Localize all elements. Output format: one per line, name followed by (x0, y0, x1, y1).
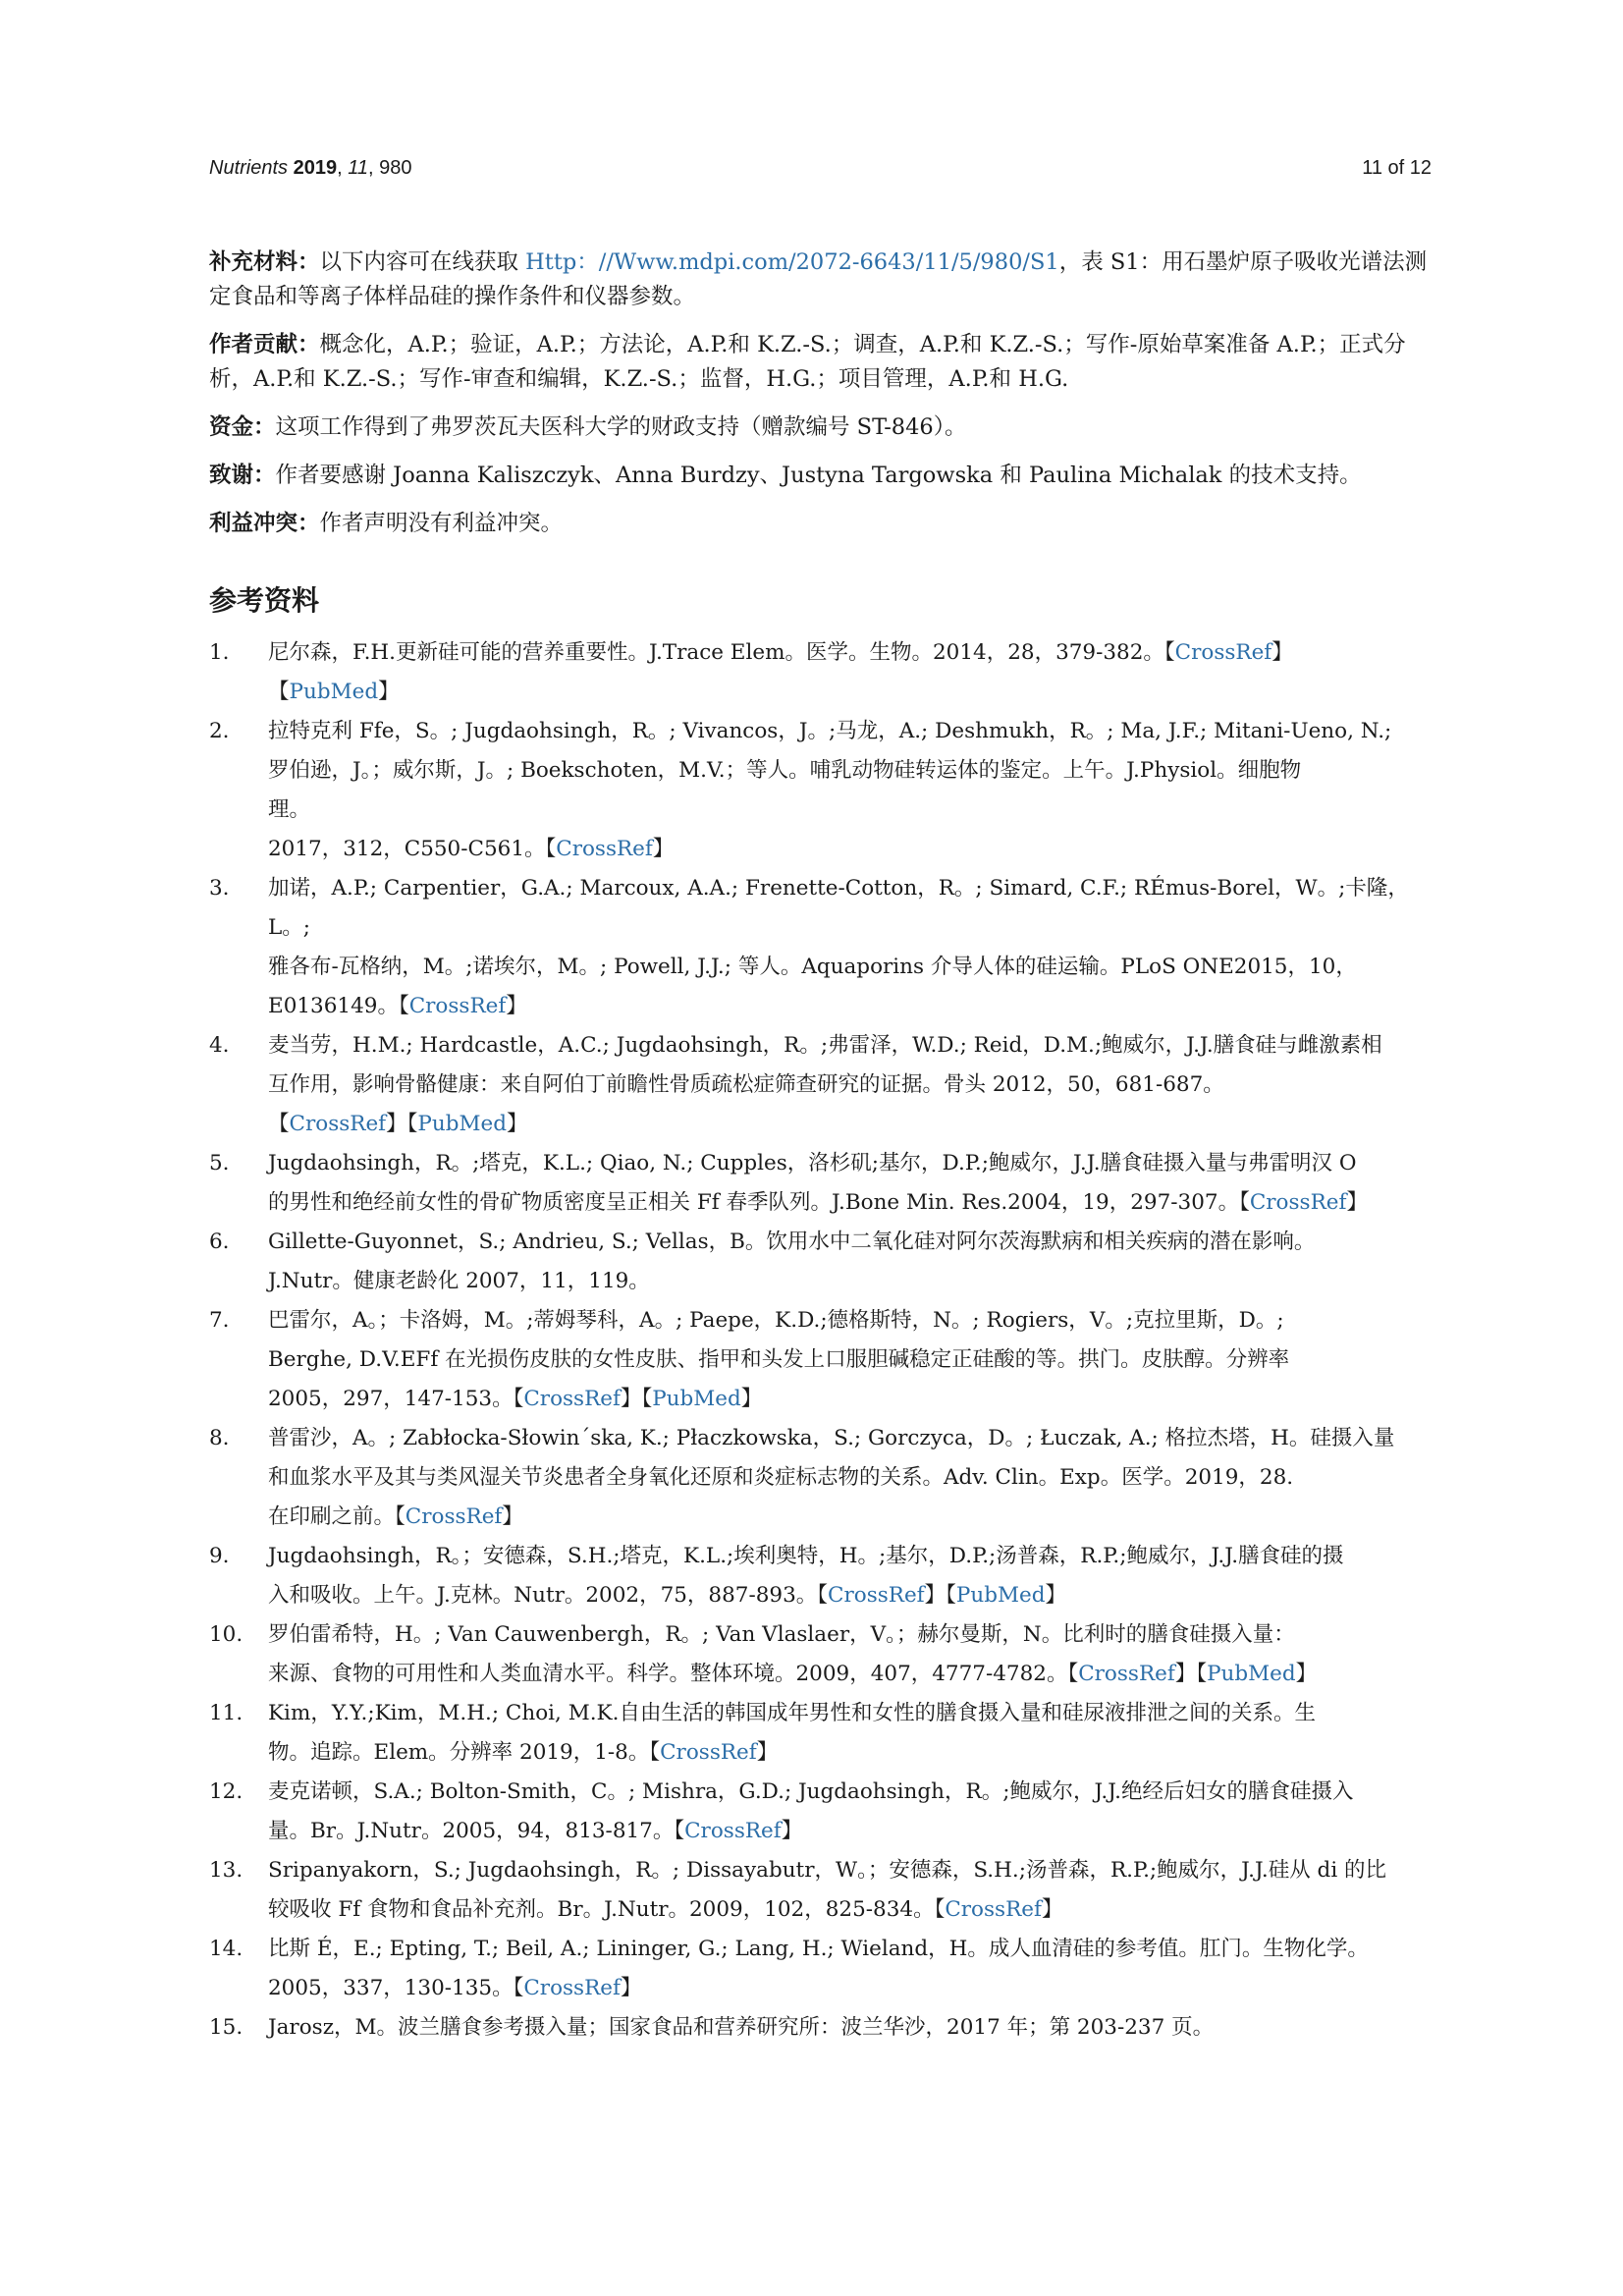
acknowledgments (209, 459, 1432, 493)
crossref-link[interactable]: CrossRef (523, 1387, 621, 1411)
reference-text-line: 2005，337，130-135。【CrossRef】 (268, 1976, 642, 2000)
reference-item (209, 1026, 1432, 1144)
reference-text-line: Sripanyakorn，S.; Jugdaohsingh，R。; Dissayabutr，W。；安德森，S.H.;汤普森，R.P.;鲍威尔，J.J.硅从 di 的比 (268, 1858, 1387, 1883)
funding-text: 这项工作得到了弗罗茨瓦夫医科大学的财政支持（赠款编号 ST-846）。 (275, 414, 967, 440)
reference-number: 6. (209, 1230, 230, 1254)
reference-number: 12. (209, 1779, 243, 1804)
reference-text-line: 的男性和绝经前女性的骨矿物质密度呈正相关 Ff 春季队列。J.Bone Min. Res.2004，19，297-307。【CrossRef】 (268, 1190, 1368, 1215)
journal-name: Nutrients (209, 157, 289, 179)
pubmed-link[interactable]: PubMed (417, 1112, 507, 1136)
reference-text-line: Jarosz，M。波兰膳食参考摄入量；国家食品和营养研究所：波兰华沙，2017 年；第 203-237 页。 (268, 2015, 1215, 2040)
conflicts-of-interest (209, 507, 1432, 541)
reference-item (209, 1930, 1432, 2008)
reference-text-line: Kim，Y.Y.;Kim，M.H.; Choi, M.K.自由生活的韩国成年男性和女性的膳食摄入量和硅尿液排泄之间的关系。生 (268, 1701, 1316, 1725)
reference-text-line: 麦克诺顿，S.A.; Bolton-Smith，C。; Mishra，G.D.; Jugdaohsingh，R。;鲍威尔，J.J.绝经后妇女的膳食硅摄入 (268, 1779, 1354, 1804)
acknowledgments-label: 致谢： (209, 463, 276, 488)
crossref-link[interactable]: CrossRef (1249, 1190, 1347, 1215)
reference-text-line: 罗伯雷希特，H。; Van Cauwenbergh，R。; Van Vlaslaer，V。；赫尔曼斯，N。比利时的膳食硅摄入量： (268, 1622, 1295, 1647)
reference-number: 3. (209, 876, 230, 901)
reference-item (209, 712, 1432, 869)
journal-volume: 11 (348, 157, 368, 179)
crossref-link[interactable]: CrossRef (684, 1819, 782, 1843)
crossref-link[interactable]: CrossRef (289, 1112, 387, 1136)
reference-item (209, 1301, 1432, 1419)
reference-item (209, 869, 1432, 1026)
reference-text-line: 加诺，A.P.; Carpentier，G.A.; Marcoux, A.A.; Frenette-Cotton，R。; Simard, C.F.; RÉmus-Borel，W。;卡隆，L。; (268, 876, 1409, 940)
reference-item (209, 1851, 1432, 1930)
supplementary-link[interactable]: Http：//Www.mdpi.com/2072-6643/11/5/980/S1 (525, 249, 1059, 275)
reference-item (209, 1419, 1432, 1537)
reference-text-line: 互作用，影响骨骼健康：来自阿伯丁前瞻性骨质疏松症筛查研究的证据。骨头 2012，50，681-687。 (268, 1072, 1224, 1097)
reference-number: 4. (209, 1033, 230, 1058)
pubmed-link[interactable]: PubMed (652, 1387, 741, 1411)
pubmed-link[interactable]: PubMed (955, 1583, 1046, 1608)
funding (209, 410, 1432, 445)
reference-text-line: 【PubMed】 (268, 680, 400, 704)
reference-text-line: 较吸收 Ff 食物和食品补充剂。Br。J.Nutr。2009，102，825-834。【CrossRef】 (268, 1897, 1063, 1922)
reference-list (209, 633, 1432, 2048)
reference-item (209, 2008, 1432, 2048)
reference-item (209, 1223, 1432, 1301)
reference-text-line: 尼尔森，F.H.更新硅可能的营养重要性。J.Trace Elem。医学。生物。2014，28，379-382。【CrossRef】 (268, 640, 1293, 665)
reference-item (209, 1537, 1432, 1615)
reference-text-line: 量。Br。J.Nutr。2005，94，813-817。【CrossRef】 (268, 1819, 803, 1843)
journal-citation: Nutrients 2019, 11, 980 (209, 157, 412, 179)
reference-number: 14. (209, 1937, 243, 1961)
reference-number: 8. (209, 1426, 230, 1450)
reference-item (209, 1694, 1432, 1773)
reference-text-line: 麦当劳，H.M.; Hardcastle，A.C.; Jugdaohsingh，R。;弗雷泽，W.D.; Reid，D.M.;鲍威尔，J.J.膳食硅与雌激素相 (268, 1033, 1382, 1058)
reference-text-line: Berghe, D.V.EFf 在光损伤皮肤的女性皮肤、指甲和头发上口服胆碱稳定正硅酸的等。拱门。皮肤醇。分辨率 (268, 1347, 1290, 1372)
reference-item (209, 1615, 1432, 1694)
pubmed-link[interactable]: PubMed (1207, 1662, 1296, 1686)
crossref-link[interactable]: CrossRef (556, 837, 653, 861)
page-number: 11 of 12 (1362, 157, 1432, 179)
supplementary-label: 补充材料： (209, 249, 320, 275)
reference-text-line: Jugdaohsingh，R。；安德森，S.H.;塔克，K.L.;埃利奥特，H。;基尔，D.P.;汤普森，R.P.;鲍威尔，J.J.膳食硅的摄 (268, 1544, 1344, 1568)
reference-item (209, 633, 1432, 712)
reference-text-line: 理。 (268, 797, 311, 822)
reference-text-line: J.Nutr。健康老龄化 2007，11，119。 (268, 1269, 650, 1293)
crossref-link[interactable]: CrossRef (523, 1976, 621, 2000)
reference-number: 7. (209, 1308, 230, 1333)
crossref-link[interactable]: CrossRef (1078, 1662, 1175, 1686)
reference-number: 1. (209, 640, 230, 665)
crossref-link[interactable]: CrossRef (405, 1504, 503, 1529)
running-head (209, 157, 1432, 185)
reference-text-line: 比斯 É，E.; Epting, T.; Beil, A.; Lininger, G.; Lang, H.; Wieland，H。成人血清硅的参考值。肛门。生物化学。 (268, 1937, 1369, 1961)
author-contributions (209, 328, 1432, 397)
reference-text-line: Gillette-Guyonnet，S.; Andrieu, S.; Vellas，B。饮用水中二氧化硅对阿尔茨海默病和相关疾病的潜在影响。 (268, 1230, 1316, 1254)
reference-number: 15. (209, 2015, 243, 2040)
reference-number: 2. (209, 719, 230, 743)
reference-item (209, 1144, 1432, 1223)
funding-label: 资金： (209, 414, 276, 440)
reference-text-line: Jugdaohsingh，R。;塔克，K.L.; Qiao, N.; Cupples，洛杉矶;基尔，D.P.;鲍威尔，J.J.膳食硅摄入量与弗雷明汉 O (268, 1151, 1357, 1175)
reference-text-line: 物。追踪。Elem。分辨率 2019，1-8。【CrossRef】 (268, 1740, 779, 1765)
reference-text-line: 2017，312，C550-C561。【CrossRef】 (268, 837, 675, 861)
reference-text-line: E0136149。【CrossRef】 (268, 994, 527, 1018)
supplementary-materials (209, 246, 1432, 314)
references-heading: 参考资料 (209, 584, 320, 617)
conflicts-label: 利益冲突： (209, 511, 320, 536)
crossref-link[interactable]: CrossRef (828, 1583, 925, 1608)
reference-item (209, 1773, 1432, 1851)
reference-text-line: 巴雷尔，A。；卡洛姆，M。;蒂姆琴科，A。; Paepe，K.D.;德格斯特，N。; Rogiers，V。;克拉里斯，D。; (268, 1308, 1284, 1333)
reference-text-line: 和血浆水平及其与类风湿关节炎患者全身氧化还原和炎症标志物的关系。Adv. Clin。Exp。医学。2019，28. (268, 1465, 1294, 1490)
supplementary-text-2: ，表 S1：用石墨炉原子吸收光谱法测定食品和等离子体样品硅的操作条件和仪器参数。 (209, 249, 1428, 309)
contributions-label: 作者贡献： (209, 332, 320, 357)
reference-text-line: 拉特克利 Ffe，S。; Jugdaohsingh，R。; Vivancos，J。;马龙，A.; Deshmukh，R。; Ma, J.F.; Mitani-Ueno, N.; (268, 719, 1392, 743)
conflicts-text: 作者声明没有利益冲突。 (319, 511, 564, 536)
reference-text-line: 【CrossRef】【PubMed】 (268, 1112, 528, 1136)
reference-number: 11. (209, 1701, 243, 1725)
reference-number: 5. (209, 1151, 230, 1175)
pubmed-link[interactable]: PubMed (289, 680, 379, 704)
journal-year: 2019 (293, 157, 338, 179)
reference-text-line: 在印刷之前。【CrossRef】 (268, 1504, 523, 1529)
reference-text-line: 罗伯逊，J。；威尔斯，J。; Boekschoten，M.V.；等人。哺乳动物硅转运体的鉴定。上午。J.Physiol。细胞物 (268, 758, 1302, 783)
reference-number: 9. (209, 1544, 230, 1568)
reference-text-line: 雅各布-瓦格纳，M。;诺埃尔，M。; Powell, J.J.; 等人。Aquaporins 介导人体的硅运输。PLoS ONE2015，10， (268, 955, 1357, 979)
crossref-link[interactable]: CrossRef (408, 994, 507, 1018)
acknowledgments-text: 作者要感谢 Joanna Kaliszczyk、Anna Burdzy、Justyna Targowska 和 Paulina Michalak 的技术支持。 (275, 463, 1362, 488)
crossref-link[interactable]: CrossRef (945, 1897, 1042, 1922)
crossref-link[interactable]: CrossRef (660, 1740, 757, 1765)
crossref-link[interactable]: CrossRef (1174, 640, 1272, 665)
reference-text-line: 入和吸收。上午。J.克林。Nutr。2002，75，887-893。【CrossRef】【PubMed】 (268, 1583, 1066, 1608)
reference-text-line: 普雷沙，A。; Zabłocka-Słowin´ska, K.; Płaczkowska，S.; Gorczyca，D。; Łuczak, A.; 格拉杰塔，H。硅摄入量 (268, 1426, 1395, 1450)
back-matter (209, 246, 1432, 555)
reference-number: 10. (209, 1622, 243, 1647)
contributions-text: 概念化，A.P.；验证，A.P.；方法论，A.P.和 K.Z.-S.；调查，A.P.和 K.Z.-S.；写作-原始草案准备 A.P.；正式分析，A.P.和 K.Z.-S.；写作-审查和编辑，K.Z.-S.；监督，H.G.；项目管理，A.P.和 H.G. (209, 332, 1406, 392)
reference-number: 13. (209, 1858, 243, 1883)
reference-text-line: 2005，297，147-153。【CrossRef】【PubMed】 (268, 1387, 763, 1411)
supplementary-text: 以下内容可在线获取 (319, 249, 526, 275)
article-number: 980 (379, 157, 412, 179)
reference-text-line: 来源、食物的可用性和人类血清水平。科学。整体环境。2009，407，4777-4782。【CrossRef】【PubMed】 (268, 1662, 1318, 1686)
